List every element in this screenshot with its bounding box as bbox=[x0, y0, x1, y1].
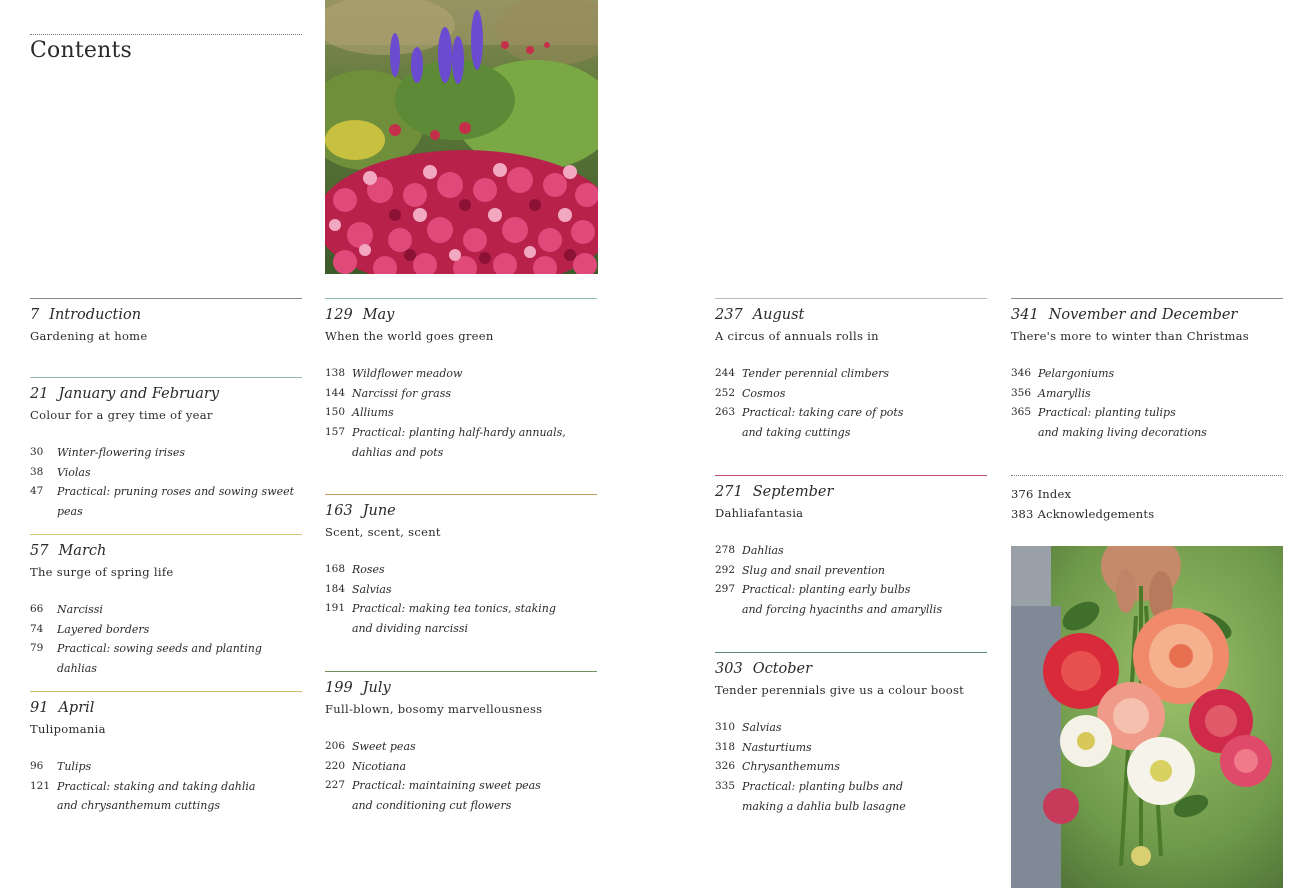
section-subtitle: Full-blown, bosomy marvellousness bbox=[325, 702, 543, 716]
section-rule bbox=[325, 671, 597, 672]
section-endmatter bbox=[1011, 475, 1283, 524]
contents-entry: 292 Slug and snail prevention bbox=[715, 563, 885, 577]
section-subtitle: The surge of spring life bbox=[30, 565, 174, 579]
contents-entry: 356 Amaryllis bbox=[1011, 386, 1091, 400]
section-rule bbox=[325, 298, 597, 299]
section-april bbox=[30, 691, 302, 816]
section-september bbox=[715, 475, 987, 620]
section-subtitle: Tender perennials give us a colour boost bbox=[715, 683, 965, 697]
section-heading: 163 June bbox=[325, 503, 396, 519]
contents-entry: 252 Cosmos bbox=[715, 386, 786, 400]
page-title: Contents bbox=[30, 38, 133, 63]
contents-entry: 346 Pelargoniums bbox=[1011, 367, 1115, 380]
garden-border-photo bbox=[325, 0, 598, 274]
contents-entry: 66 Narcissi bbox=[30, 603, 103, 616]
section-subtitle: Dahliafantasia bbox=[715, 506, 804, 520]
section-rule bbox=[30, 691, 302, 692]
contents-entry: 244 Tender perennial climbers bbox=[715, 367, 890, 380]
endmatter-rule bbox=[1011, 475, 1283, 476]
contents-entry: 47 Practical: pruning roses and sowing sweet peas bbox=[30, 485, 295, 519]
section-october bbox=[715, 652, 987, 817]
section-rule bbox=[325, 494, 597, 495]
index-entry: 376 Index bbox=[1011, 487, 1072, 501]
section-heading: 303 October bbox=[715, 661, 813, 677]
section-introduction bbox=[30, 298, 302, 343]
contents-entry: 310 Salvias bbox=[715, 721, 782, 734]
section-subtitle: Gardening at home bbox=[30, 329, 148, 343]
section-subtitle: Colour for a grey time of year bbox=[30, 408, 213, 422]
contents-entry: 121 Practical: staking and taking dahlia and chrysanthemum cuttings bbox=[30, 779, 256, 813]
section-rule bbox=[1011, 298, 1283, 299]
contents-entry: 318 Nasturtiums bbox=[715, 740, 812, 754]
contents-entry: 138 Wildflower meadow bbox=[325, 367, 463, 380]
section-may bbox=[325, 298, 597, 463]
section-heading: 341 November and December bbox=[1011, 307, 1238, 323]
section-rule bbox=[30, 377, 302, 378]
section-heading: 237 August bbox=[715, 307, 805, 323]
contents-top-rule bbox=[30, 34, 302, 35]
section-subtitle: A circus of annuals rolls in bbox=[715, 329, 879, 343]
contents-entry: 150 Alliums bbox=[325, 406, 394, 420]
contents-entry: 227 Practical: maintaining sweet peas and conditioning cut flowers bbox=[325, 779, 541, 813]
contents-entry: 326 Chrysanthemums bbox=[715, 760, 840, 774]
section-heading: 271 September bbox=[715, 484, 834, 500]
acknowledgements-entry: 383 Acknowledgements bbox=[1011, 506, 1155, 521]
contents-entry: 184 Salvias bbox=[325, 582, 392, 596]
section-rule bbox=[715, 652, 987, 653]
section-rule bbox=[30, 298, 302, 299]
contents-entry: 74 Layered borders bbox=[30, 622, 150, 636]
section-july bbox=[325, 671, 597, 816]
section-rule bbox=[715, 475, 987, 476]
section-heading: 199 July bbox=[325, 680, 391, 696]
contents-entry: 144 Narcissi for grass bbox=[325, 386, 452, 400]
contents-entry: 206 Sweet peas bbox=[325, 740, 416, 753]
section-november-december bbox=[1011, 298, 1283, 443]
contents-entry: 30 Winter-flowering irises bbox=[30, 446, 185, 459]
section-subtitle: When the world goes green bbox=[325, 329, 494, 343]
contents-entry: 191 Practical: making tea tonics, staking and dividing narcissi bbox=[325, 602, 556, 636]
section-subtitle: Scent, scent, scent bbox=[325, 525, 441, 539]
section-heading: 129 May bbox=[325, 307, 395, 323]
contents-entry: 38 Violas bbox=[30, 465, 91, 479]
contents-entry: 96 Tulips bbox=[30, 760, 92, 773]
section-august bbox=[715, 298, 987, 443]
dahlia-bouquet-photo bbox=[1011, 546, 1283, 888]
contents-entry: 79 Practical: sowing seeds and planting dahlias bbox=[30, 642, 262, 676]
section-rule bbox=[715, 298, 987, 299]
section-rule bbox=[30, 534, 302, 535]
contents-entry: 168 Roses bbox=[325, 563, 385, 576]
section-heading: 57 March bbox=[30, 543, 107, 559]
section-january-february bbox=[30, 377, 302, 522]
section-march bbox=[30, 534, 302, 679]
contents-entry: 220 Nicotiana bbox=[325, 759, 407, 773]
section-heading: 91 April bbox=[30, 700, 95, 716]
section-heading: 7 Introduction bbox=[30, 307, 142, 323]
section-heading: 21 January and February bbox=[30, 386, 220, 402]
contents-entry: 297 Practical: planting early bulbs and forcing hyacinths and amaryllis bbox=[715, 583, 943, 617]
section-june bbox=[325, 494, 597, 639]
contents-entry: 263 Practical: taking care of pots and taking cuttings bbox=[715, 406, 904, 440]
contents-entry: 278 Dahlias bbox=[715, 544, 784, 557]
contents-entry: 335 Practical: planting bulbs and making a dahlia bulb lasagne bbox=[715, 780, 906, 813]
contents-entry: 157 Practical: planting half-hardy annuals, dahlias and pots bbox=[325, 426, 566, 459]
section-subtitle: Tulipomania bbox=[30, 722, 106, 736]
contents-entry: 365 Practical: planting tulips and making living decorations bbox=[1011, 406, 1207, 440]
section-subtitle: There's more to winter than Christmas bbox=[1011, 329, 1250, 343]
